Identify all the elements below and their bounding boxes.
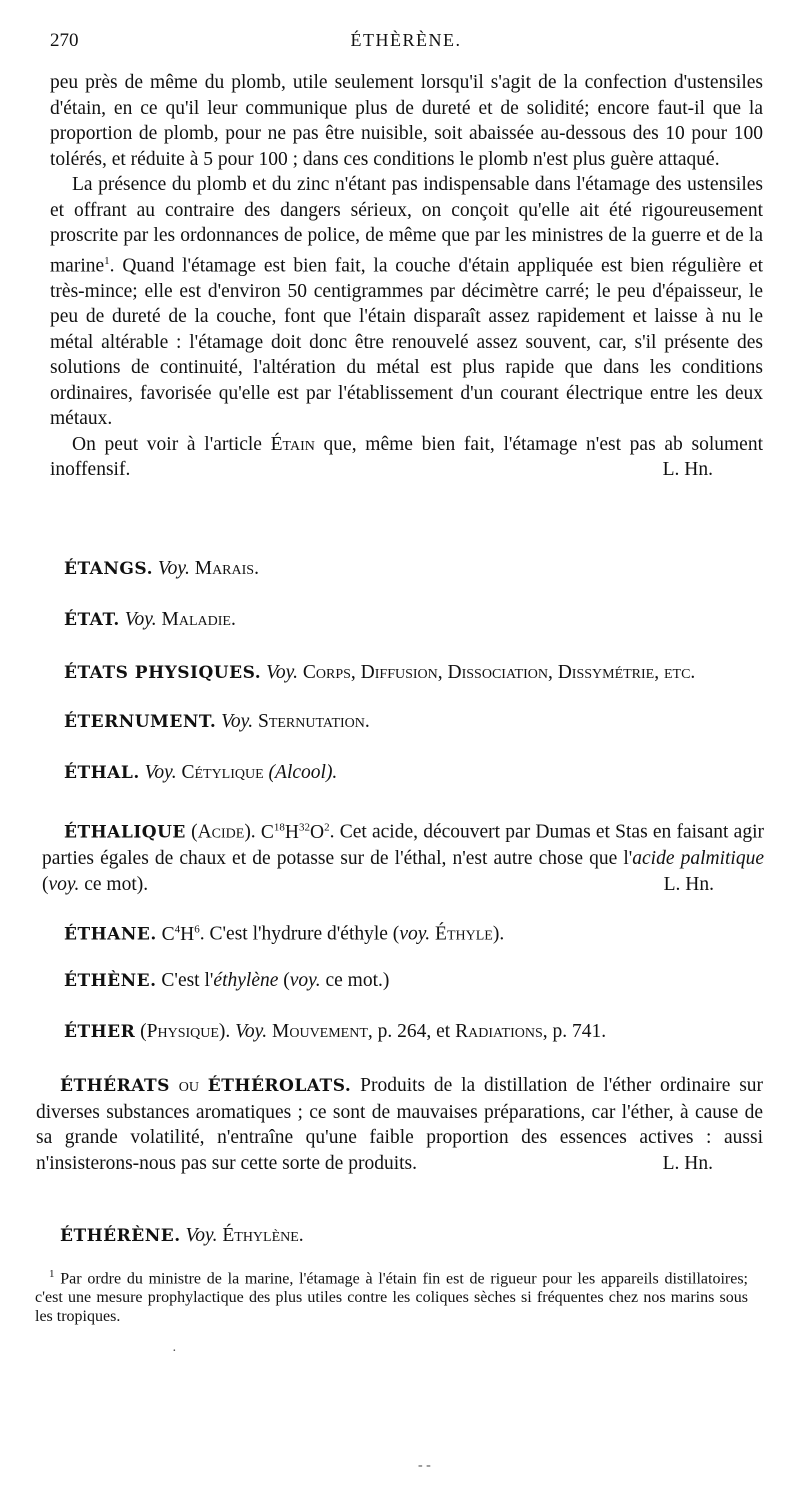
- formula-element: H: [284, 821, 300, 843]
- footnote-text: Par ordre du ministre de la marine, l'étamage à l'étain fin est de rigueur pour les appareils distillatoires; c'est une mesure prophylactique des plus utiles contre les coliques sèches si fréquentes chez nos marins sous les tropiques.: [35, 1270, 748, 1326]
- footnote-reference: 1: [104, 254, 110, 267]
- entry-text: . C'est l'hydrure d'éthyle (: [199, 923, 400, 945]
- conjunction: ou: [178, 1075, 199, 1096]
- entry-etats-physiques: [64, 660, 764, 687]
- footnote: [35, 1265, 748, 1326]
- entry-headword: ÉTATS PHYSIQUES.: [64, 663, 262, 683]
- paragraph-3-part-a: On peut voir à l'article: [72, 433, 271, 455]
- chemical-formula: [261, 822, 330, 843]
- author-signature: L. Hn.: [662, 1152, 713, 1174]
- voy-label: Voy.: [266, 662, 299, 683]
- cross-reference: Maladie.: [161, 609, 236, 630]
- formula-element: O: [310, 821, 325, 843]
- voy-label: Voy.: [157, 558, 190, 579]
- formula-element: C: [260, 821, 274, 843]
- ink-speck: ·: [172, 1344, 177, 1359]
- entry-text: Produits de la distillation de l'éther ordinaire sur diverses substances aromatiques ; ce sont de mauvaises préparations, car l'éther, à cause de sa grande volatilité, n'entraîne qu'une faible proportion des essences actives : aussi n'insisterons-nous pas sur cette sorte de produits.: [36, 1075, 764, 1174]
- entry-ethalique: [42, 815, 764, 897]
- entry-ethane: [64, 917, 764, 948]
- voy-label: voy.: [48, 873, 80, 895]
- entry-headword: ÉTHANE.: [64, 924, 157, 945]
- entry-headword: ÉTHÉRATS: [60, 1076, 170, 1096]
- entry-text-italic: acide palmitique: [632, 848, 765, 869]
- entry-qualifier: (Acide).: [191, 821, 256, 843]
- entry-text: ce mot.): [320, 970, 390, 991]
- entry-etherats: [36, 1073, 763, 1176]
- entry-ethal: [64, 760, 764, 787]
- entry-ethene: [64, 968, 764, 995]
- cross-reference: Radiations: [455, 1021, 543, 1042]
- entry-text: (: [278, 970, 290, 991]
- voy-label: Voy.: [185, 1225, 218, 1246]
- voy-label: voy.: [289, 970, 321, 991]
- author-signature: L. Hn.: [663, 873, 714, 895]
- entry-headword: ÉTHÉRÈNE.: [60, 1226, 181, 1246]
- cross-reference-qualifier: (Alcool).: [268, 762, 338, 783]
- entry-headword: ÉTHAL.: [64, 763, 140, 783]
- entry-etangs: [64, 556, 764, 583]
- entry-ether: [64, 1019, 764, 1046]
- page-number: 270: [50, 30, 79, 51]
- entry-etherene: [60, 1223, 760, 1250]
- paragraph-2-part-a: La présence du plomb et du zinc n'étant pas indispensable dans l'étamage des ustensiles et offrant au contraire des dangers sérieux, on conçoit qu'elle ait été rigoureusement proscrite par les ordonnances de police, de même que par les ministres de la guerre et de la marine: [50, 174, 763, 276]
- formula-subscript: 4: [174, 923, 181, 935]
- paragraph-2: [50, 172, 763, 432]
- entry-text: . Cet acide, découvert par Dumas et Stas en faisant agir parties égales de chaux et de potasse sur de l'éthal, n'est autre chose que l': [42, 821, 765, 869]
- cross-reference-etain: Étain: [270, 433, 315, 455]
- cross-reference: Mouvement: [272, 1021, 368, 1042]
- cross-reference: Éthylène.: [222, 1225, 304, 1246]
- running-title: ÉTHÈRÈNE.: [350, 30, 462, 50]
- entry-headword: ÉTERNUMENT.: [64, 712, 217, 732]
- paragraph-2-part-b: . Quand l'étamage est bien fait, la couche d'étain appliquée est bien régulière et très-mince; elle est d'environ 50 centigrammes par décimètre carré; le peu d'épaisseur, le peu de dureté de la couche, font que l'étain disparaît assez rapidement et laisse à nu le métal altérable : l'étamage doit donc être renouvelé assez souvent, car, s'il présente des solutions de continuité, l'altération du métal est plus rapide que dans les conditions ordinaires, favorisée qu'elle est par l'établissement d'un courant électrique entre les deux métaux.: [50, 255, 763, 429]
- voy-label: Voy.: [235, 1021, 268, 1042]
- entry-text: ce mot).: [79, 873, 149, 895]
- formula-subscript: 18: [273, 821, 285, 833]
- voy-label: voy.: [399, 923, 431, 945]
- entry-text: C'est l': [161, 970, 214, 991]
- voy-label: Voy.: [221, 711, 254, 732]
- voy-label: Voy.: [144, 762, 177, 783]
- entry-text-italic: éthylène: [213, 970, 279, 991]
- entry-headword: ÉTHALIQUE: [64, 822, 186, 843]
- continuation-text: [50, 70, 763, 483]
- author-signature: L. Hn.: [662, 459, 713, 480]
- cross-reference: Cétylique: [181, 762, 264, 783]
- paragraph-1: peu près de même du plomb, utile seulement lorsqu'il s'agit de la confection d'ustensiles d'étain, en ce qu'il leur communique plus de dureté et de solidité; encore faut-il que la proportion de plomb, pour ne pas être nuisible, soit abaissée au-dessous des 10 pour 100 tolérés, et réduite à 5 pour 100 ; dans ces conditions le plomb n'est plus guère attaqué.: [50, 72, 763, 170]
- entry-headword: ÉTANGS.: [64, 559, 154, 579]
- formula-subscript: 32: [299, 821, 311, 833]
- entry-headword: ÉTHER: [64, 1022, 136, 1042]
- paragraph-3-part-b: que, même bien fait, l'étamage n'est pas ab solument inoffensif.: [50, 433, 763, 480]
- entry-headword-alt: ÉTHÉROLATS.: [207, 1076, 352, 1096]
- cross-reference-page: , p. 264, et: [367, 1021, 456, 1042]
- page-header: [50, 30, 762, 56]
- entry-text: (: [42, 873, 49, 895]
- formula-subscript: 6: [194, 923, 200, 935]
- entry-qualifier: (Physique).: [140, 1021, 231, 1042]
- entry-etat: [64, 607, 764, 634]
- formula-element: C: [161, 923, 175, 945]
- cross-reference: Sternutation.: [257, 711, 370, 732]
- footnote-mark: 1: [49, 1268, 55, 1280]
- voy-label: Voy.: [124, 609, 157, 630]
- entry-headword: ÉTHÈNE.: [64, 971, 157, 991]
- chemical-formula: [162, 924, 200, 945]
- ink-speck: ‐ ‐: [418, 1458, 431, 1473]
- cross-reference: Marais.: [194, 558, 259, 579]
- entry-eternument: [64, 709, 764, 736]
- paragraph-3: [50, 432, 763, 483]
- formula-subscript: 2: [324, 821, 330, 833]
- entry-headword: ÉTAT.: [64, 610, 120, 630]
- cross-reference-page: , p. 741.: [542, 1021, 607, 1042]
- cross-reference: Éthyle: [435, 923, 493, 945]
- cross-reference: Corps, Diffusion, Dissociation, Dissymétrie, etc.: [302, 662, 696, 683]
- entry-text: ).: [492, 923, 505, 945]
- formula-element: H: [180, 923, 195, 945]
